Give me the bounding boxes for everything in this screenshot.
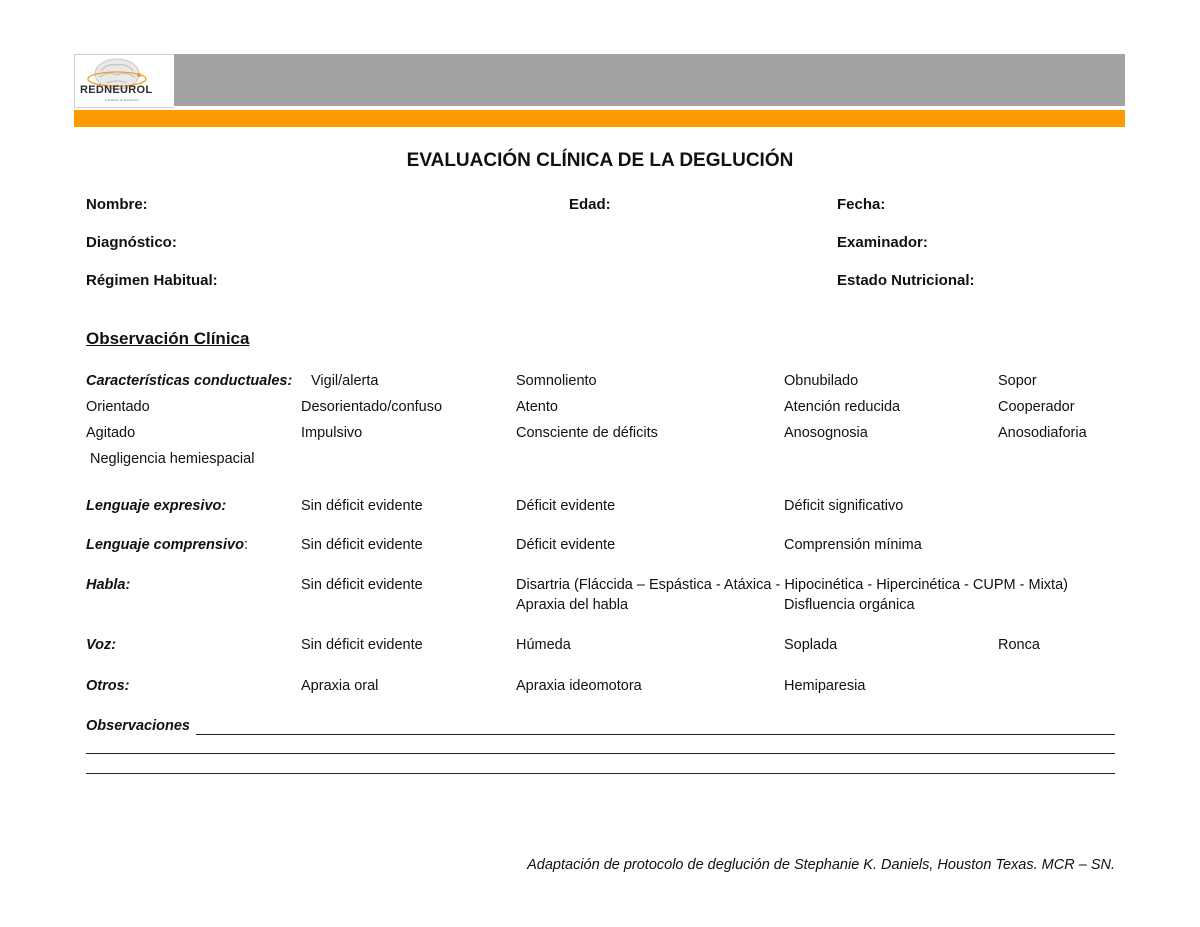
habla-label: Habla:: [86, 577, 131, 593]
comprensivo-option-3: Comprensión mínima: [784, 537, 922, 553]
field-examinador: Examinador:: [837, 234, 928, 251]
comprensivo-option-1: Sin déficit evidente: [301, 537, 423, 553]
section-title: Observación Clínica: [86, 329, 250, 348]
option-anosodiaforia: Anosodiaforia: [998, 425, 1087, 441]
observaciones-line-1[interactable]: [196, 734, 1115, 735]
voz-option-1: Sin déficit evidente: [301, 637, 423, 653]
conductuales-label: Características conductuales:: [86, 373, 293, 389]
observaciones-label: Observaciones: [86, 718, 190, 734]
document-title: EVALUACIÓN CLÍNICA DE LA DEGLUCIÓN: [406, 150, 794, 171]
expresivo-option-3: Déficit significativo: [784, 498, 904, 514]
field-edad: Edad:: [569, 196, 611, 213]
voz-option-4: Ronca: [998, 637, 1040, 653]
comprensivo-option-2: Déficit evidente: [516, 537, 616, 553]
option-cooperador: Cooperador: [998, 399, 1075, 415]
option-anosognosia: Anosognosia: [784, 425, 868, 441]
otros-option-3: Hemiparesia: [784, 678, 866, 694]
field-diagnostico: Diagnóstico:: [86, 234, 177, 251]
footer-citation: Adaptación de protocolo de deglución de Stephanie K. Daniels, Houston Texas. MCR – SN.: [527, 857, 1115, 873]
field-regimen: Régimen Habitual:: [86, 272, 218, 289]
lenguaje-expresivo-label: Lenguaje expresivo:: [86, 498, 227, 514]
field-estado-nutricional: Estado Nutricional:: [837, 272, 975, 289]
header-orange-bar: [74, 110, 1125, 127]
lenguaje-comprensivo-label: [86, 537, 248, 553]
comprensivo-label-text: Lenguaje comprensivo: [86, 537, 244, 553]
habla-option-apraxia: Apraxia del habla: [516, 597, 629, 613]
option-somnoliento: Somnoliento: [516, 373, 597, 389]
habla-option-1: Sin déficit evidente: [301, 577, 423, 593]
option-sopor: Sopor: [998, 373, 1037, 389]
habla-option-disartria: Disartria (Fláccida – Espástica - Atáxica - Hipocinética - Hipercinética - CUPM - Mixta): [516, 577, 1068, 593]
habla-option-disfluencia: Disfluencia orgánica: [784, 597, 915, 613]
observaciones-line-2[interactable]: [86, 753, 1115, 754]
logo-text: REDNEUROL: [80, 84, 153, 96]
otros-label: Otros:: [86, 678, 130, 694]
option-atento: Atento: [516, 399, 558, 415]
otros-option-1: Apraxia oral: [301, 678, 379, 694]
voz-option-3: Soplada: [784, 637, 838, 653]
field-fecha: Fecha:: [837, 196, 886, 213]
comprensivo-colon: :: [243, 537, 248, 553]
otros-option-2: Apraxia ideomotora: [516, 678, 642, 694]
expresivo-option-1: Sin déficit evidente: [301, 498, 423, 514]
option-vigil: Vigil/alerta: [311, 373, 379, 389]
option-negligencia: Negligencia hemiespacial: [90, 451, 255, 467]
option-consciente: Consciente de déficits: [516, 425, 658, 441]
voz-option-2: Húmeda: [516, 637, 571, 653]
option-agitado: Agitado: [86, 425, 136, 441]
voz-label: Voz:: [86, 637, 117, 653]
option-desorientado: Desorientado/confuso: [301, 399, 443, 415]
field-nombre: Nombre:: [86, 196, 148, 213]
logo-subtext: Fundación de Excelencia: [105, 98, 139, 102]
expresivo-option-2: Déficit evidente: [516, 498, 616, 514]
observaciones-line-3[interactable]: [86, 773, 1115, 774]
option-orientado: Orientado: [86, 399, 150, 415]
option-atencion-reducida: Atención reducida: [784, 399, 901, 415]
option-impulsivo: Impulsivo: [301, 425, 363, 441]
header-gray-bar: [174, 54, 1125, 106]
logo: [74, 54, 175, 108]
option-obnubilado: Obnubilado: [784, 373, 859, 389]
